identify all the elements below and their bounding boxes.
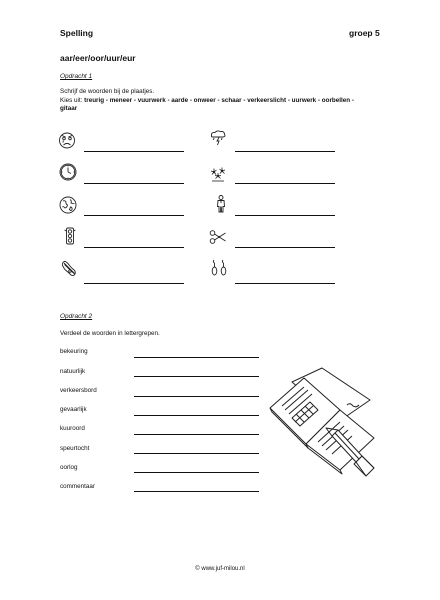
worksheet-grade: groep 5 <box>349 28 380 38</box>
traffic-light-icon <box>60 226 80 246</box>
footer-copyright: © www.juf-milou.nl <box>195 566 245 572</box>
syllable-word: speurtocht <box>60 445 90 452</box>
answer-line[interactable] <box>235 283 335 284</box>
answer-line[interactable] <box>84 183 184 184</box>
storm-cloud-icon <box>208 128 228 148</box>
sad-face-icon <box>57 130 77 150</box>
syllable-answer-line[interactable] <box>134 396 259 397</box>
answer-line[interactable] <box>84 215 184 216</box>
earrings-icon <box>209 258 229 278</box>
exercise1-word-list <box>60 97 400 106</box>
syllable-answer-line[interactable] <box>134 415 259 416</box>
syllable-answer-line[interactable] <box>134 491 259 492</box>
earth-globe-icon <box>58 195 78 215</box>
exercise1-instruction-text: Schrijf de woorden bij de plaatjes. <box>60 88 155 95</box>
answer-line[interactable] <box>235 247 335 248</box>
syllable-word: verkeersbord <box>60 387 97 394</box>
exercise1-instruction <box>60 88 400 114</box>
exercise2-instruction: Verdeel de woorden in lettergrepen. <box>60 330 160 337</box>
answer-line[interactable] <box>84 283 184 284</box>
answer-line[interactable] <box>235 183 335 184</box>
syllable-answer-line[interactable] <box>134 357 259 358</box>
word-list-words-continued: gitaar <box>60 105 78 112</box>
syllable-word: bekeuring <box>60 348 88 355</box>
fireworks-icon <box>208 163 228 183</box>
worksheet-subject: Spelling <box>60 28 94 38</box>
answer-line[interactable] <box>84 247 184 248</box>
worksheet-subtitle: aar/eer/oor/uur/eur <box>60 53 136 63</box>
syllable-answer-line[interactable] <box>134 453 259 454</box>
syllable-word: natuurlijk <box>60 368 86 375</box>
syllable-answer-line[interactable] <box>134 376 259 377</box>
guitar-icon <box>59 258 79 278</box>
man-icon <box>211 194 231 214</box>
syllable-word: oorlog <box>60 464 78 471</box>
syllable-answer-line[interactable] <box>134 472 259 473</box>
word-list-words: treurig - meneer - vuurwerk - aarde - onweer - schaar - verkeerslicht - uurwerk - oorbellen - <box>84 96 354 104</box>
scissors-icon <box>208 227 228 247</box>
answer-line[interactable] <box>235 151 335 152</box>
exercise2-title: Opdracht 2 <box>60 313 93 320</box>
syllable-word: commentaar <box>60 483 95 490</box>
word-list-prefix: Kies uit: <box>60 96 85 104</box>
exercise1-title: Opdracht 1 <box>60 73 93 80</box>
clock-icon <box>58 162 78 182</box>
notebook-pencil-illustration <box>262 360 382 478</box>
answer-line[interactable] <box>235 215 335 216</box>
syllable-word: kuuroord <box>60 425 85 432</box>
syllable-word: gevaarlijk <box>60 406 87 413</box>
syllable-answer-line[interactable] <box>134 434 259 435</box>
answer-line[interactable] <box>84 151 184 152</box>
